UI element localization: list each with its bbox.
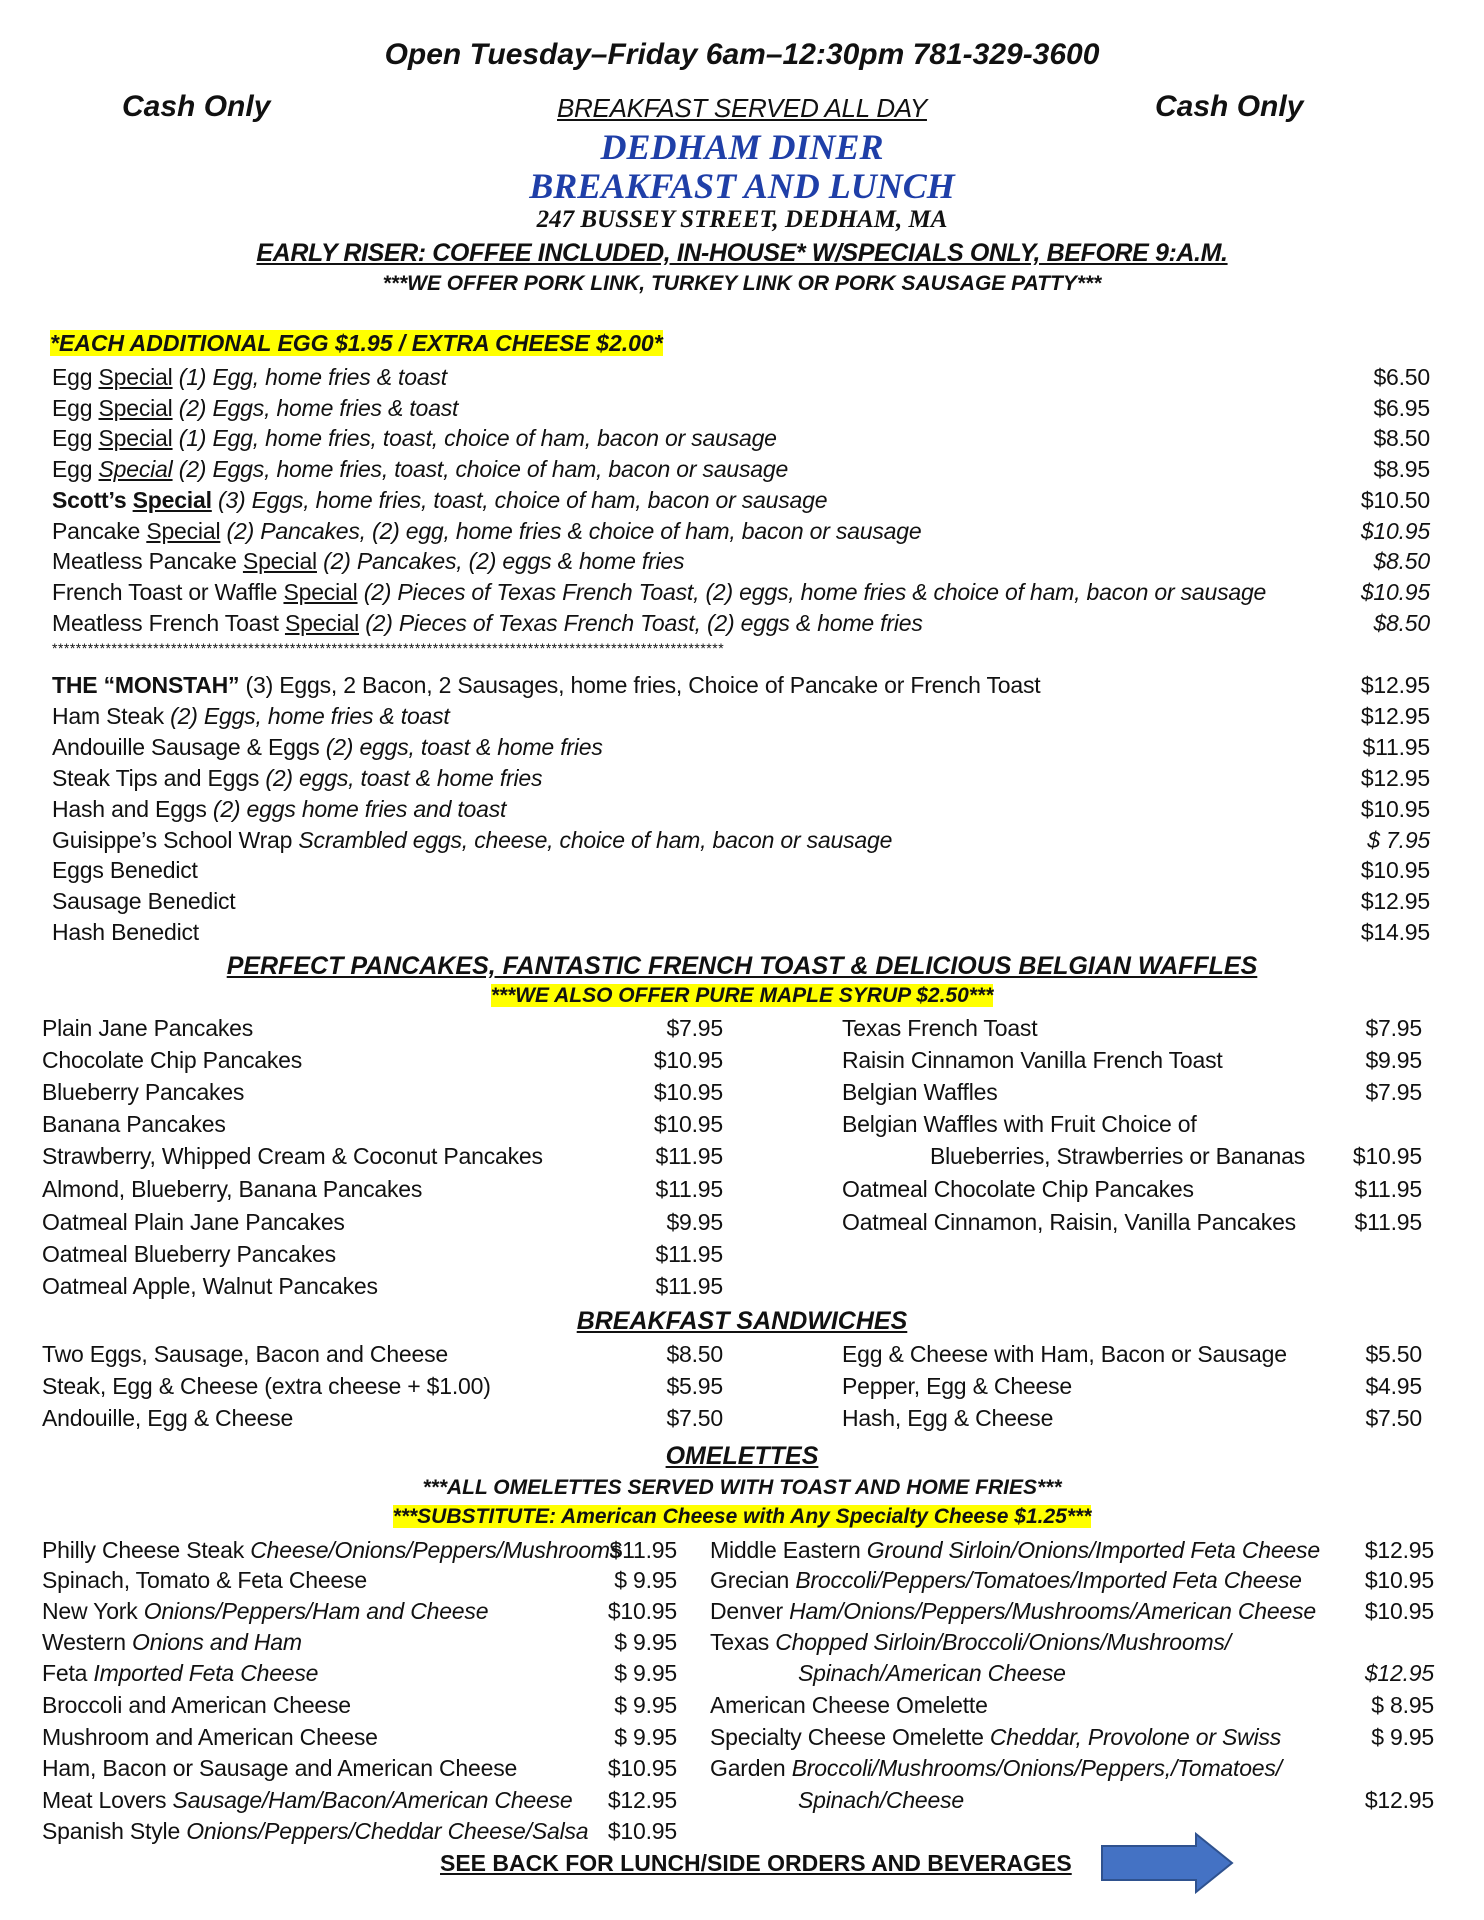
item-name: Oatmeal Cinnamon, Raisin, Vanilla Pancakes	[842, 1209, 1296, 1235]
early-riser-note: EARLY RISER: COFFEE INCLUDED, IN-HOUSE* W/SPECIALS ONLY, BEFORE 9:A.M.	[256, 239, 1228, 267]
menu-item	[798, 1785, 964, 1815]
menu-item	[42, 1722, 378, 1752]
item-name: Egg	[52, 394, 99, 421]
item-price: $ 9.95	[614, 1692, 677, 1718]
item-price: $9.95	[1365, 1047, 1422, 1073]
special-item	[52, 608, 923, 638]
platter-item	[52, 670, 1040, 700]
item-price: $4.95	[1365, 1373, 1422, 1399]
special-item	[52, 546, 684, 576]
item-price: $10.95	[1364, 1598, 1434, 1624]
item-price: $ 9.95	[614, 1660, 677, 1686]
item-price: $5.50	[1365, 1341, 1422, 1367]
item-price: $6.95	[1373, 394, 1430, 421]
item-price: $9.95	[666, 1209, 723, 1235]
item-price: $11.95	[1362, 733, 1430, 760]
item-price: $12.95	[1364, 1660, 1434, 1686]
item-name: Garden	[710, 1755, 786, 1781]
special-label: Special	[98, 364, 173, 390]
item-price: $8.50	[1373, 548, 1430, 575]
item-name: Guisippe’s School Wrap	[52, 826, 293, 853]
menu-item	[42, 1403, 293, 1433]
item-desc: Ham/Onions/Peppers/Mushrooms/American Cheese	[782, 1598, 1316, 1624]
item-name: Oatmeal Blueberry Pancakes	[42, 1241, 336, 1267]
item-name: Meatless Pancake	[52, 548, 243, 575]
item-name: Egg	[52, 364, 99, 390]
menu-item	[42, 1271, 378, 1301]
platter-item	[52, 825, 892, 855]
item-desc: (2) Pancakes, (2) egg, home fries & choice of ham, bacon or sausage	[220, 517, 922, 544]
item-name: Belgian Waffles with Fruit Choice of	[842, 1111, 1197, 1137]
item-price: $8.50	[1373, 609, 1430, 636]
item-price: $12.95	[1360, 672, 1430, 698]
item-desc: Ground Sirloin/Onions/Imported Feta Cheese	[860, 1537, 1320, 1563]
item-price: $10.95	[1360, 517, 1430, 544]
item-desc: Spinach/American Cheese	[798, 1660, 1066, 1686]
item-name: Plain Jane Pancakes	[42, 1015, 254, 1041]
special-label: Special	[284, 609, 359, 636]
menu-item	[798, 1658, 1066, 1688]
item-name: Oatmeal Chocolate Chip Pancakes	[842, 1176, 1194, 1202]
item-name: Ham, Bacon or Sausage and American Cheese	[42, 1755, 518, 1781]
item-desc: Cheddar, Provolone or Swiss	[983, 1724, 1282, 1750]
item-price: $10.95	[607, 1598, 677, 1624]
menu-item	[842, 1371, 1072, 1401]
item-name: Andouille Sausage & Eggs	[52, 733, 320, 760]
item-price: $10.95	[653, 1079, 723, 1105]
diner-subtitle: BREAKFAST AND LUNCH	[529, 166, 955, 206]
platter-item	[52, 886, 236, 916]
item-name: Feta	[42, 1660, 88, 1686]
item-name: Sausage Benedict	[52, 888, 236, 915]
item-price: $12.95	[1364, 1787, 1434, 1813]
special-label: Special	[146, 517, 221, 544]
special-item	[52, 423, 777, 453]
item-desc: (2) Eggs, home fries, toast, choice of ham, bacon or sausage	[172, 456, 789, 483]
item-price: $11.95	[655, 1176, 723, 1202]
item-desc: Chopped Sirloin/Broccoli/Onions/Mushrooms/	[769, 1629, 1231, 1655]
item-price: $ 9.95	[1371, 1724, 1434, 1750]
item-price: $ 9.95	[614, 1567, 677, 1593]
item-desc: Scrambled eggs, cheese, choice of ham, bacon or sausage	[292, 826, 893, 853]
item-name: French Toast or Waffle	[52, 578, 284, 605]
menu-item	[842, 1403, 1053, 1433]
item-name: Oatmeal Apple, Walnut Pancakes	[42, 1273, 378, 1299]
menu-item	[842, 1013, 1037, 1043]
item-desc: (2) eggs home fries and toast	[206, 795, 507, 822]
item-name: Strawberry, Whipped Cream & Coconut Pancakes	[42, 1143, 543, 1169]
extra-egg-cheese-note: *EACH ADDITIONAL EGG $1.95 / EXTRA CHEESE $2.00*	[50, 330, 663, 356]
item-price: $11.95	[655, 1241, 723, 1267]
item-price: $10.95	[1360, 578, 1430, 605]
item-name: Specialty Cheese Omelette	[710, 1724, 984, 1750]
item-name: Andouille, Egg & Cheese	[42, 1405, 294, 1431]
item-name: Hash and Eggs	[52, 795, 207, 822]
menu-item	[842, 1045, 1223, 1075]
item-price: $11.95	[609, 1537, 677, 1563]
cash-only-right: Cash Only	[1155, 90, 1304, 123]
item-price: $12.95	[607, 1787, 677, 1813]
item-name: Hash Benedict	[52, 919, 199, 946]
item-price: $11.95	[655, 1143, 723, 1169]
item-desc: (2) Eggs, home fries & toast	[163, 702, 450, 729]
item-price: $ 7.95	[1367, 826, 1430, 853]
substitute-note: ***SUBSTITUTE: American Cheese with Any Specialty Cheese $1.25***	[392, 1505, 1092, 1528]
item-name: THE “MONSTAH”	[52, 672, 240, 698]
item-name: Blueberries, Strawberries or Bananas	[930, 1143, 1306, 1169]
special-item	[52, 393, 458, 423]
special-label: Special	[98, 456, 173, 483]
item-desc: Cheese/Onions/Peppers/Mushrooms	[244, 1537, 622, 1563]
item-desc: (2) Pieces of Texas French Toast, (2) eggs, home fries & choice of ham, bacon or sausage	[357, 578, 1267, 605]
item-desc: (2) eggs, toast & home fries	[319, 733, 603, 760]
right-arrow-icon	[1100, 1832, 1234, 1899]
item-desc: (1) Egg, home fries, toast, choice of ham, bacon or sausage	[172, 425, 777, 452]
menu-item	[42, 1658, 318, 1688]
menu-item	[42, 1077, 244, 1107]
menu-item	[930, 1141, 1305, 1171]
item-desc: (2) eggs, toast & home fries	[259, 764, 543, 791]
item-price: $8.95	[1373, 456, 1430, 483]
diner-name: DEDHAM DINER	[600, 127, 884, 167]
item-name: Steak, Egg & Cheese (extra cheese + $1.00)	[42, 1373, 491, 1399]
menu-item	[42, 1565, 367, 1595]
item-name: Texas	[710, 1629, 770, 1655]
item-desc: (2) Pancakes, (2) eggs & home fries	[316, 548, 685, 575]
item-desc: Broccoli/Peppers/Tomatoes/Imported Feta Cheese	[789, 1567, 1302, 1593]
item-price: $ 9.95	[614, 1629, 677, 1655]
item-name: Spanish Style	[42, 1818, 181, 1844]
special-label: Special	[98, 394, 173, 421]
item-name: Blueberry Pancakes	[42, 1079, 245, 1105]
item-price: $14.95	[1360, 919, 1430, 946]
menu-item	[710, 1535, 1320, 1565]
item-name: New York	[42, 1598, 138, 1624]
item-price: $10.95	[607, 1755, 677, 1781]
menu-item	[42, 1013, 253, 1043]
menu-item	[42, 1109, 226, 1139]
item-name: Spinach, Tomato & Feta Cheese	[42, 1567, 367, 1593]
special-item	[52, 485, 827, 515]
maple-syrup-note: ***WE ALSO OFFER PURE MAPLE SYRUP $2.50***	[490, 984, 994, 1007]
item-name: Meatless French Toast	[52, 609, 285, 636]
see-back-note: SEE BACK FOR LUNCH/SIDE ORDERS AND BEVERAGES	[440, 1850, 1072, 1876]
item-name: Ham Steak	[52, 702, 164, 729]
item-price: $10.95	[653, 1111, 723, 1137]
item-price: $11.95	[655, 1273, 723, 1299]
item-name: Two Eggs, Sausage, Bacon and Cheese	[42, 1341, 449, 1367]
item-desc: Spinach/Cheese	[798, 1787, 964, 1813]
menu-item	[42, 1141, 543, 1171]
special-label: Special	[98, 425, 173, 452]
item-price: $12.95	[1360, 888, 1430, 915]
menu-item	[42, 1174, 422, 1204]
menu-item	[42, 1627, 302, 1657]
special-label: Special	[242, 548, 317, 575]
special-label: Special	[132, 486, 212, 513]
item-name: Pepper, Egg & Cheese	[842, 1373, 1072, 1399]
item-name: Philly Cheese Steak	[42, 1537, 245, 1563]
item-price: $7.95	[1365, 1079, 1422, 1105]
item-price: $10.95	[607, 1818, 677, 1844]
item-name: Mushroom and American Cheese	[42, 1724, 378, 1750]
item-price: $8.50	[1373, 425, 1430, 452]
platter-item	[52, 732, 603, 762]
menu-item	[42, 1690, 351, 1720]
item-name: Texas French Toast	[842, 1015, 1038, 1041]
platter-item	[52, 855, 198, 885]
item-price: $10.95	[1364, 1567, 1434, 1593]
item-name: Western	[42, 1629, 126, 1655]
item-name: Middle Eastern	[710, 1537, 861, 1563]
meat-options-note: ***WE OFFER PORK LINK, TURKEY LINK OR PORK SAUSAGE PATTY***	[382, 272, 1102, 295]
item-price: $6.50	[1373, 364, 1430, 390]
cash-only-left: Cash Only	[122, 90, 271, 123]
menu-item	[842, 1207, 1296, 1237]
item-price: $10.95	[1352, 1143, 1422, 1169]
menu-item	[42, 1207, 345, 1237]
item-desc: (3) Eggs, home fries, toast, choice of ham, bacon or sausage	[211, 486, 828, 513]
item-desc: Onions and Ham	[125, 1629, 302, 1655]
menu-item	[42, 1371, 491, 1401]
menu-item	[710, 1753, 1282, 1783]
item-price: $12.95	[1364, 1537, 1434, 1563]
item-name: Belgian Waffles	[842, 1079, 998, 1105]
item-price: $12.95	[1360, 702, 1430, 729]
omelettes-section-title: OMELETTES	[665, 1442, 819, 1470]
special-label: Special	[283, 578, 358, 605]
item-name: Eggs Benedict	[52, 857, 198, 884]
menu-item	[710, 1596, 1316, 1626]
item-name: Steak Tips and Eggs	[52, 764, 260, 791]
hours-phone: Open Tuesday–Friday 6am–12:30pm 781-329-3600	[384, 38, 1100, 71]
platter-item	[52, 763, 542, 793]
special-item	[52, 362, 447, 392]
menu-item	[42, 1239, 336, 1269]
item-desc: Sausage/Ham/Bacon/American Cheese	[166, 1787, 573, 1813]
omelettes-note: ***ALL OMELETTES SERVED WITH TOAST AND HOME FRIES***	[422, 1476, 1062, 1499]
item-name: American Cheese Omelette	[710, 1692, 988, 1718]
item-price: $8.50	[666, 1341, 723, 1367]
menu-item	[710, 1690, 988, 1720]
menu-item	[42, 1339, 448, 1369]
item-desc: Broccoli/Mushrooms/Onions/Peppers,/Tomatoes/	[785, 1755, 1282, 1781]
menu-item	[710, 1565, 1302, 1595]
item-price: $7.95	[666, 1015, 723, 1041]
item-price: $7.95	[1365, 1015, 1422, 1041]
platter-item	[52, 917, 199, 947]
item-desc: Onions/Peppers/Cheddar Cheese/Salsa	[180, 1818, 589, 1844]
pancakes-section-title: PERFECT PANCAKES, FANTASTIC FRENCH TOAST & DELICIOUS BELGIAN WAFFLES	[226, 952, 1258, 980]
menu-item	[42, 1596, 488, 1626]
item-desc: Onions/Peppers/Ham and Cheese	[137, 1598, 489, 1624]
item-name: Grecian	[710, 1567, 790, 1593]
special-item	[52, 577, 1266, 607]
divider-stars: *****************************************************************************************************************	[52, 640, 725, 656]
menu-item	[710, 1722, 1281, 1752]
item-price: $10.95	[1360, 795, 1430, 822]
menu-item	[42, 1816, 588, 1846]
item-desc: (2) Pieces of Texas French Toast, (2) eggs & home fries	[359, 609, 923, 636]
item-name: Egg	[52, 456, 99, 483]
item-name: Meat Lovers	[42, 1787, 167, 1813]
item-name: Denver	[710, 1598, 783, 1624]
item-name: Almond, Blueberry, Banana Pancakes	[42, 1176, 423, 1202]
item-price: $10.50	[1360, 486, 1430, 513]
item-desc: (1) Egg, home fries & toast	[172, 364, 447, 390]
item-price: $7.50	[1365, 1405, 1422, 1431]
item-name: Oatmeal Plain Jane Pancakes	[42, 1209, 345, 1235]
item-price: $10.95	[653, 1047, 723, 1073]
item-desc: Imported Feta Cheese	[87, 1660, 319, 1686]
menu-item	[42, 1785, 573, 1815]
menu-item	[42, 1535, 621, 1565]
menu-item	[842, 1109, 1197, 1139]
item-desc: (3) Eggs, 2 Bacon, 2 Sausages, home fries, Choice of Pancake or French Toast	[239, 672, 1041, 698]
sandwiches-section-title: BREAKFAST SANDWICHES	[576, 1307, 908, 1335]
special-item	[52, 516, 921, 546]
item-price: $12.95	[1360, 764, 1430, 791]
item-desc: (2) Eggs, home fries & toast	[172, 394, 459, 421]
address: 247 BUSSEY STREET, DEDHAM, MA	[536, 206, 948, 233]
menu-item	[710, 1627, 1231, 1657]
item-price: $11.95	[1354, 1209, 1422, 1235]
item-name: Broccoli and American Cheese	[42, 1692, 351, 1718]
item-name: Raisin Cinnamon Vanilla French Toast	[842, 1047, 1223, 1073]
item-price: $7.50	[666, 1405, 723, 1431]
item-name: Banana Pancakes	[42, 1111, 226, 1137]
item-name: Pancake	[52, 517, 147, 544]
item-price: $ 8.95	[1371, 1692, 1434, 1718]
menu-item	[842, 1077, 998, 1107]
menu-item	[842, 1339, 1287, 1369]
special-item	[52, 454, 788, 484]
item-name: Egg & Cheese with Ham, Bacon or Sausage	[842, 1341, 1287, 1367]
item-name: Hash, Egg & Cheese	[842, 1405, 1054, 1431]
item-name: Egg	[52, 425, 99, 452]
item-price: $10.95	[1360, 857, 1430, 884]
platter-item	[52, 794, 506, 824]
breakfast-served-all-day: BREAKFAST SERVED ALL DAY	[557, 93, 927, 123]
item-name: Chocolate Chip Pancakes	[42, 1047, 303, 1073]
menu-item	[42, 1045, 302, 1075]
item-name: Scott’s	[52, 486, 133, 513]
item-price: $5.95	[666, 1373, 723, 1399]
item-price: $ 9.95	[614, 1724, 677, 1750]
menu-item	[42, 1753, 517, 1783]
item-price: $11.95	[1354, 1176, 1422, 1202]
platter-item	[52, 701, 450, 731]
menu-item	[842, 1174, 1194, 1204]
